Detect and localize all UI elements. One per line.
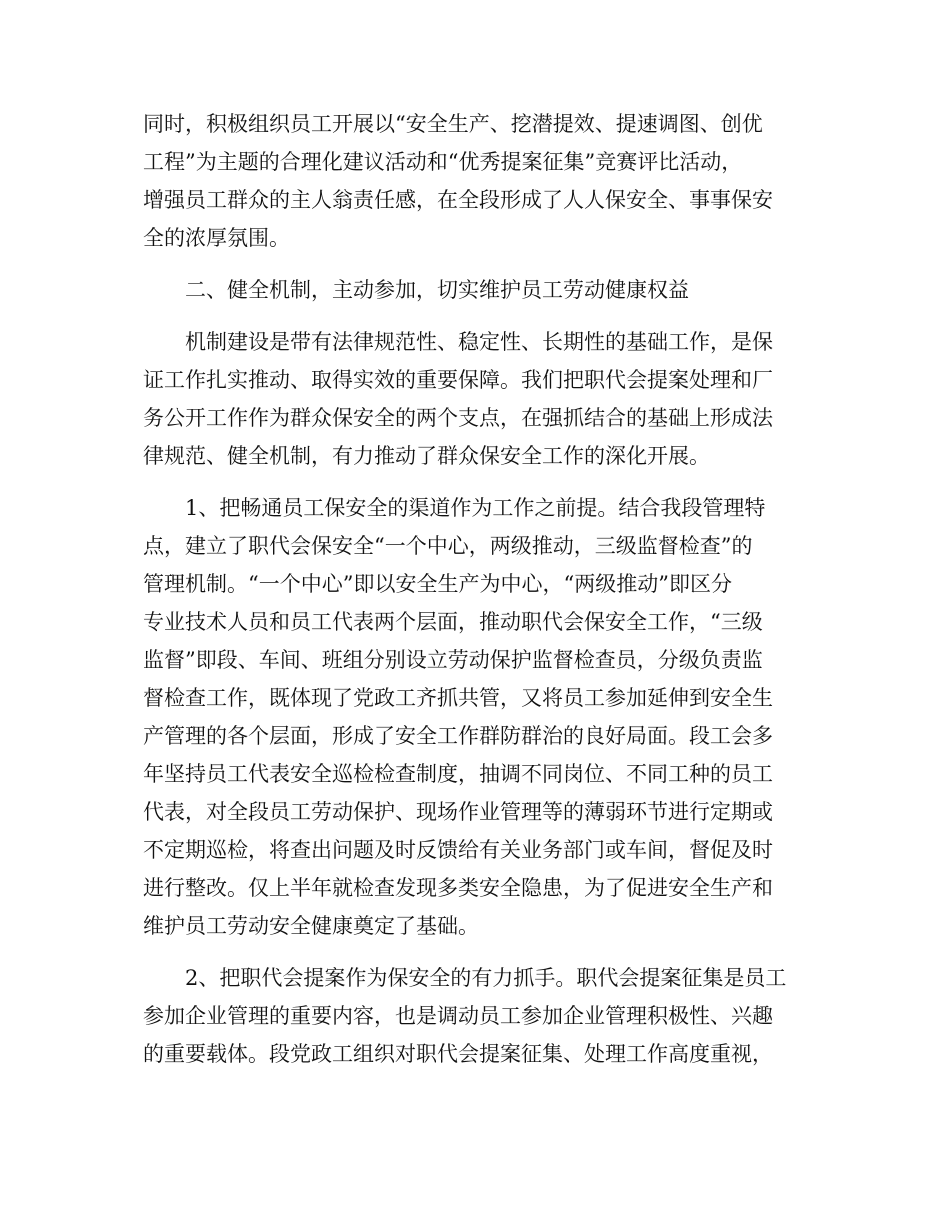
text-line: 点，建立了职代会保安全“一个中心，两级推动，三级监督检查”的: [143, 534, 753, 558]
text-line: 代表，对全段员工劳动保护、现场作业管理等的薄弱环节进行定期或: [143, 800, 773, 824]
text-line: 证工作扎实推动、取得实效的重要保障。我们把职代会提案处理和厂: [143, 368, 773, 392]
text-line: 1、把畅通员工保安全的渠道作为工作之前提。结合我段管理特: [185, 496, 766, 520]
text-line: 的重要载体。段党政工组织对职代会提案征集、处理工作高度重视，: [143, 1042, 773, 1066]
text-line: 管理机制。“一个中心”即以安全生产为中心，“两级推动”即区分: [143, 572, 732, 596]
text-line: 工程”为主题的合理化建议活动和“优秀提案征集”竞赛评比活动，: [143, 150, 743, 174]
text-line: 产管理的各个层面，形成了安全工作群防群治的良好局面。段工会多: [143, 724, 773, 748]
text-line: 务公开工作作为群众保安全的两个支点，在强抓结合的基础上形成法: [143, 406, 773, 430]
text-line: 维护员工劳动安全健康奠定了基础。: [143, 914, 479, 938]
text-line: 参加企业管理的重要内容，也是调动员工参加企业管理积极性、兴趣: [143, 1004, 773, 1028]
text-line: 督检查工作，既体现了党政工齐抓共管，又将员工参加延伸到安全生: [143, 686, 773, 710]
text-line: 全的浓厚氛围。: [143, 226, 290, 250]
text-line: 2、把职代会提案作为保安全的有力抓手。职代会提案征集是员工: [185, 966, 787, 990]
text-line: 监督”即段、车间、班组分别设立劳动保护监督检查员，分级负责监: [143, 648, 763, 672]
text-line: 不定期巡检，将查出问题及时反馈给有关业务部门或车间，督促及时: [143, 838, 773, 862]
text-line: 年坚持员工代表安全巡检检查制度，抽调不同岗位、不同工种的员工: [143, 762, 773, 786]
text-line: 律规范、健全机制，有力推动了群众保安全工作的深化开展。: [143, 444, 710, 468]
text-line: 机制建设是带有法律规范性、稳定性、长期性的基础工作，是保: [185, 330, 773, 354]
heading-line: 二、健全机制，主动参加，切实维护员工劳动健康权益: [185, 278, 689, 302]
text-line: 进行整改。仅上半年就检查发现多类安全隐患，为了促进安全生产和: [143, 876, 773, 900]
text-line: 专业技术人员和员工代表两个层面，推动职代会保安全工作，“三级: [143, 610, 763, 634]
text-line: 增强员工群众的主人翁责任感，在全段形成了人人保安全、事事保安: [143, 188, 773, 212]
text-line: 同时，积极组织员工开展以“安全生产、挖潜提效、提速调图、创优: [143, 112, 763, 136]
